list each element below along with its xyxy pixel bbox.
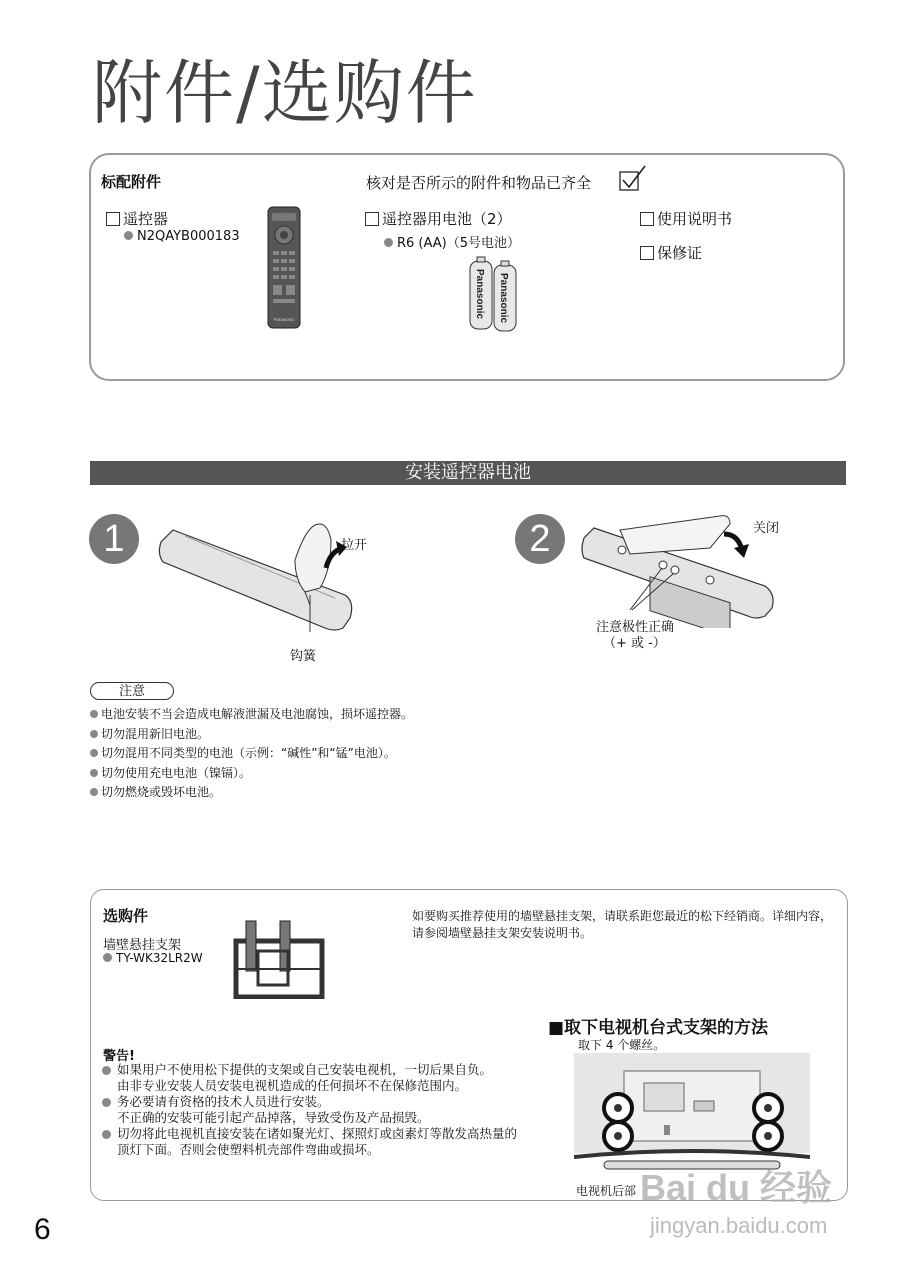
checkbox-icon[interactable] — [640, 246, 654, 260]
item-warranty: 保修证 — [640, 242, 702, 263]
checkbox-icon[interactable] — [365, 212, 379, 226]
standard-heading: 标配附件 — [101, 173, 162, 191]
svg-text:Panasonic: Panasonic — [273, 317, 295, 322]
remote-control-image — [266, 205, 302, 330]
polarity-label-1: 注意极性正确 — [596, 620, 675, 635]
item-remote-detail: N2QAYB000183 — [124, 229, 240, 244]
warning-item: 切勿将此电视机直接安装在诸如聚光灯、探照灯或卤素灯等散发高热量的顶灯下面。否则会使塑料机壳部件弯曲或损坏。 — [102, 1126, 527, 1158]
checkbox-icon[interactable] — [640, 212, 654, 226]
batteries-image — [466, 255, 522, 333]
svg-text:Panasonic: Panasonic — [474, 269, 485, 320]
step-2-badge: 2 — [515, 514, 565, 564]
optional-description: 如要购买推荐使用的墙壁悬挂支架，请联系距您最近的松下经销商。详细内容，请参阅墙壁悬挂支架安装说明书。 — [412, 909, 833, 940]
notice-item: 切勿燃烧或毁坏电池。 — [90, 783, 413, 803]
optional-heading: 选购件 — [103, 907, 149, 925]
wall-bracket-label: 墙壁悬挂支架 — [103, 938, 182, 953]
page-title: 附件/选购件 — [92, 52, 478, 134]
svg-text:Panasonic: Panasonic — [498, 273, 509, 324]
step-1-illustration — [155, 510, 360, 638]
install-battery-bar: 安装遥控器电池 — [90, 461, 846, 485]
item-remote: 遥控器 — [106, 208, 168, 229]
close-arrow-icon — [722, 530, 750, 560]
watermark-url: jingyan.baidu.com — [650, 1213, 828, 1238]
step-2-illustration — [580, 508, 780, 628]
notice-item: 电池安装不当会造成电解液泄漏及电池腐蚀，损坏遥控器。 — [90, 705, 413, 725]
tv-back-label: 电视机后部 — [576, 1184, 637, 1198]
open-label: 拉开 — [341, 538, 368, 553]
item-manual: 使用说明书 — [640, 208, 732, 229]
page-number: 6 — [34, 1213, 51, 1246]
notice-item: 切勿使用充电电池（镍镉）。 — [90, 764, 413, 784]
watermark-main: Bai du 经验 — [640, 1167, 833, 1208]
tv-back-illustration — [574, 1053, 810, 1177]
notice-label: 注意 — [90, 682, 174, 700]
warning-list — [102, 1062, 527, 1158]
warning-item: 如果用户不使用松下提供的支架或自己安装电视机，一切后果自负。 由非专业安装人员安装电视机造成的任何损坏不在保修范围内。 — [102, 1062, 527, 1094]
item-battery-detail: R6 (AA)（5号电池） — [384, 232, 520, 251]
check-note: 核对是否所示的附件和物品已齐全 — [366, 174, 592, 192]
item-battery: 遥控器用电池（2） — [365, 208, 512, 229]
stand-removal-sub: 取下 4 个螺丝。 — [578, 1038, 666, 1052]
notice-item: 切勿混用不同类型的电池（示例：“碱性”和“锰”电池）。 — [90, 744, 413, 764]
warning-title: 警告! — [103, 1049, 135, 1064]
wall-bracket-model: TY-WK32LR2W — [103, 951, 203, 965]
wall-bracket-image — [232, 915, 326, 999]
checkmark-box-icon — [618, 164, 648, 192]
hook-label: 钩簧 — [290, 649, 317, 664]
checkbox-icon[interactable] — [106, 212, 120, 226]
step-1-badge: 1 — [89, 514, 139, 564]
stand-removal-title: ■取下电视机台式支架的方法 — [548, 1018, 769, 1038]
polarity-label-2: （+ 或 -） — [603, 636, 666, 651]
notice-item: 切勿混用新旧电池。 — [90, 725, 413, 745]
notice-list — [90, 705, 413, 803]
warning-item: 务必要请有资格的技术人员进行安装。 不正确的安装可能引起产品掉落，导致受伤及产品损毁。 — [102, 1094, 527, 1126]
close-label: 关闭 — [753, 521, 780, 536]
